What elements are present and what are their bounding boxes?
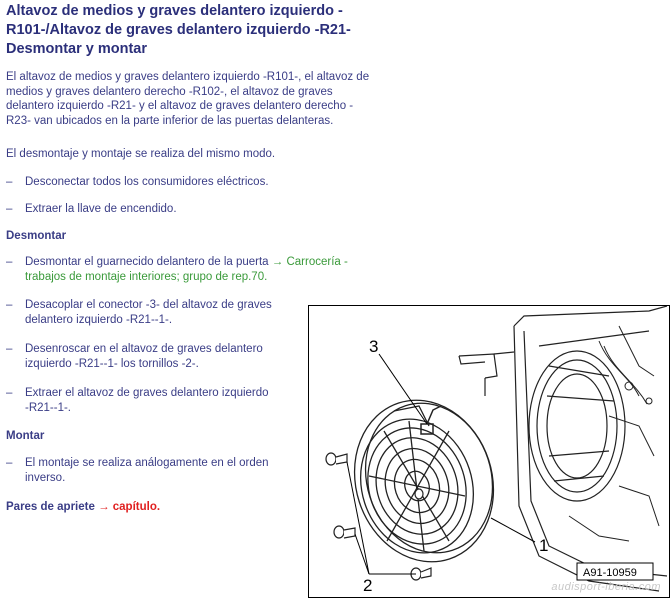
link-carroceria-cont[interactable]: trabajos de montaje interiores; grupo de rep.70. [25, 270, 268, 283]
bullet-dash: – [6, 457, 13, 469]
step-line: Extraer el altavoz de graves delantero izquierdo [25, 387, 269, 399]
link-carroceria[interactable]: → Carrocería - [271, 256, 348, 268]
title-line: R101-/Altavoz de graves delantero izquierdo -R21- [6, 22, 351, 38]
bullet-dash: – [6, 256, 13, 268]
intro-line: medios y graves delantero derecho -R102-, el altavoz de graves [6, 85, 333, 98]
step-line: -R21--1-. [25, 401, 72, 414]
bullet-dash: – [6, 176, 13, 188]
torque-line [6, 500, 160, 515]
title-line: Desmontar y montar [6, 41, 148, 57]
same-mode-note: El desmontaje y montaje se realiza del mismo modo. [6, 148, 276, 160]
intro-line: R23- van ubicados en la parte inferior de las puertas delanteras. [6, 114, 334, 127]
step-install [6, 456, 306, 486]
torque-label: Pares de apriete [6, 501, 95, 513]
step-key [6, 202, 326, 217]
speaker-figure [308, 305, 670, 598]
callout-3: 3 [369, 337, 379, 356]
intro-line: El altavoz de medios y graves delantero izquierdo -R101-, el altavoz de [6, 71, 370, 83]
bullet-dash: – [6, 203, 13, 215]
watermark: audisport-iberia.com [551, 581, 661, 593]
figure-ref-code: A91-10959 [583, 567, 637, 579]
step-extract [6, 386, 306, 416]
intro-paragraph [6, 70, 369, 128]
step-line: delantero izquierdo -R21--1-. [25, 313, 173, 326]
bullet-dash: – [6, 343, 13, 355]
torque-end: . [156, 501, 161, 513]
step-text [25, 255, 395, 284]
step-disconnect [6, 175, 326, 190]
speaker-illustration [309, 306, 669, 597]
step-line: inverso. [25, 471, 66, 484]
step-line: izquierdo -R21--1- los tornillos -2-. [25, 357, 199, 370]
step-text [25, 298, 272, 327]
step-disconnect-connector [6, 298, 306, 328]
bullet-dash: – [6, 387, 13, 399]
step-text [25, 342, 263, 371]
wiring-harness [569, 326, 659, 541]
heading-montar: Montar [6, 430, 45, 442]
step-line: Desacoplar el conector -3- del altavoz de graves [25, 299, 272, 311]
step-text [25, 456, 269, 485]
step-line: El montaje se realiza análogamente en el orden [25, 457, 269, 469]
heading-desmontar: Desmontar [6, 230, 67, 242]
door-opening [529, 351, 625, 501]
page-title [6, 2, 426, 59]
intro-line: delantero izquierdo -R21- y el altavoz de graves delantero derecho - [6, 100, 354, 112]
step-text: Desconectar todos los consumidores eléctricos. [25, 176, 269, 188]
bullet-dash: – [6, 299, 13, 311]
step-unscrew [6, 342, 306, 372]
title-line: Altavoz de medios y graves delantero izquierdo - [6, 3, 343, 19]
link-capitulo[interactable]: → capítulo [98, 501, 157, 513]
door-panel [459, 306, 667, 591]
step-text [25, 386, 269, 415]
callout-1: 1 [539, 536, 549, 555]
step-text: Extraer la llave de encendido. [25, 203, 177, 215]
step-remove-trim [6, 255, 396, 285]
step-line: Desenroscar en el altavoz de graves delantero [25, 343, 263, 355]
step-text-part: Desmontar el guarnecido delantero de la puerta [25, 256, 269, 268]
callout-2: 2 [363, 576, 373, 595]
